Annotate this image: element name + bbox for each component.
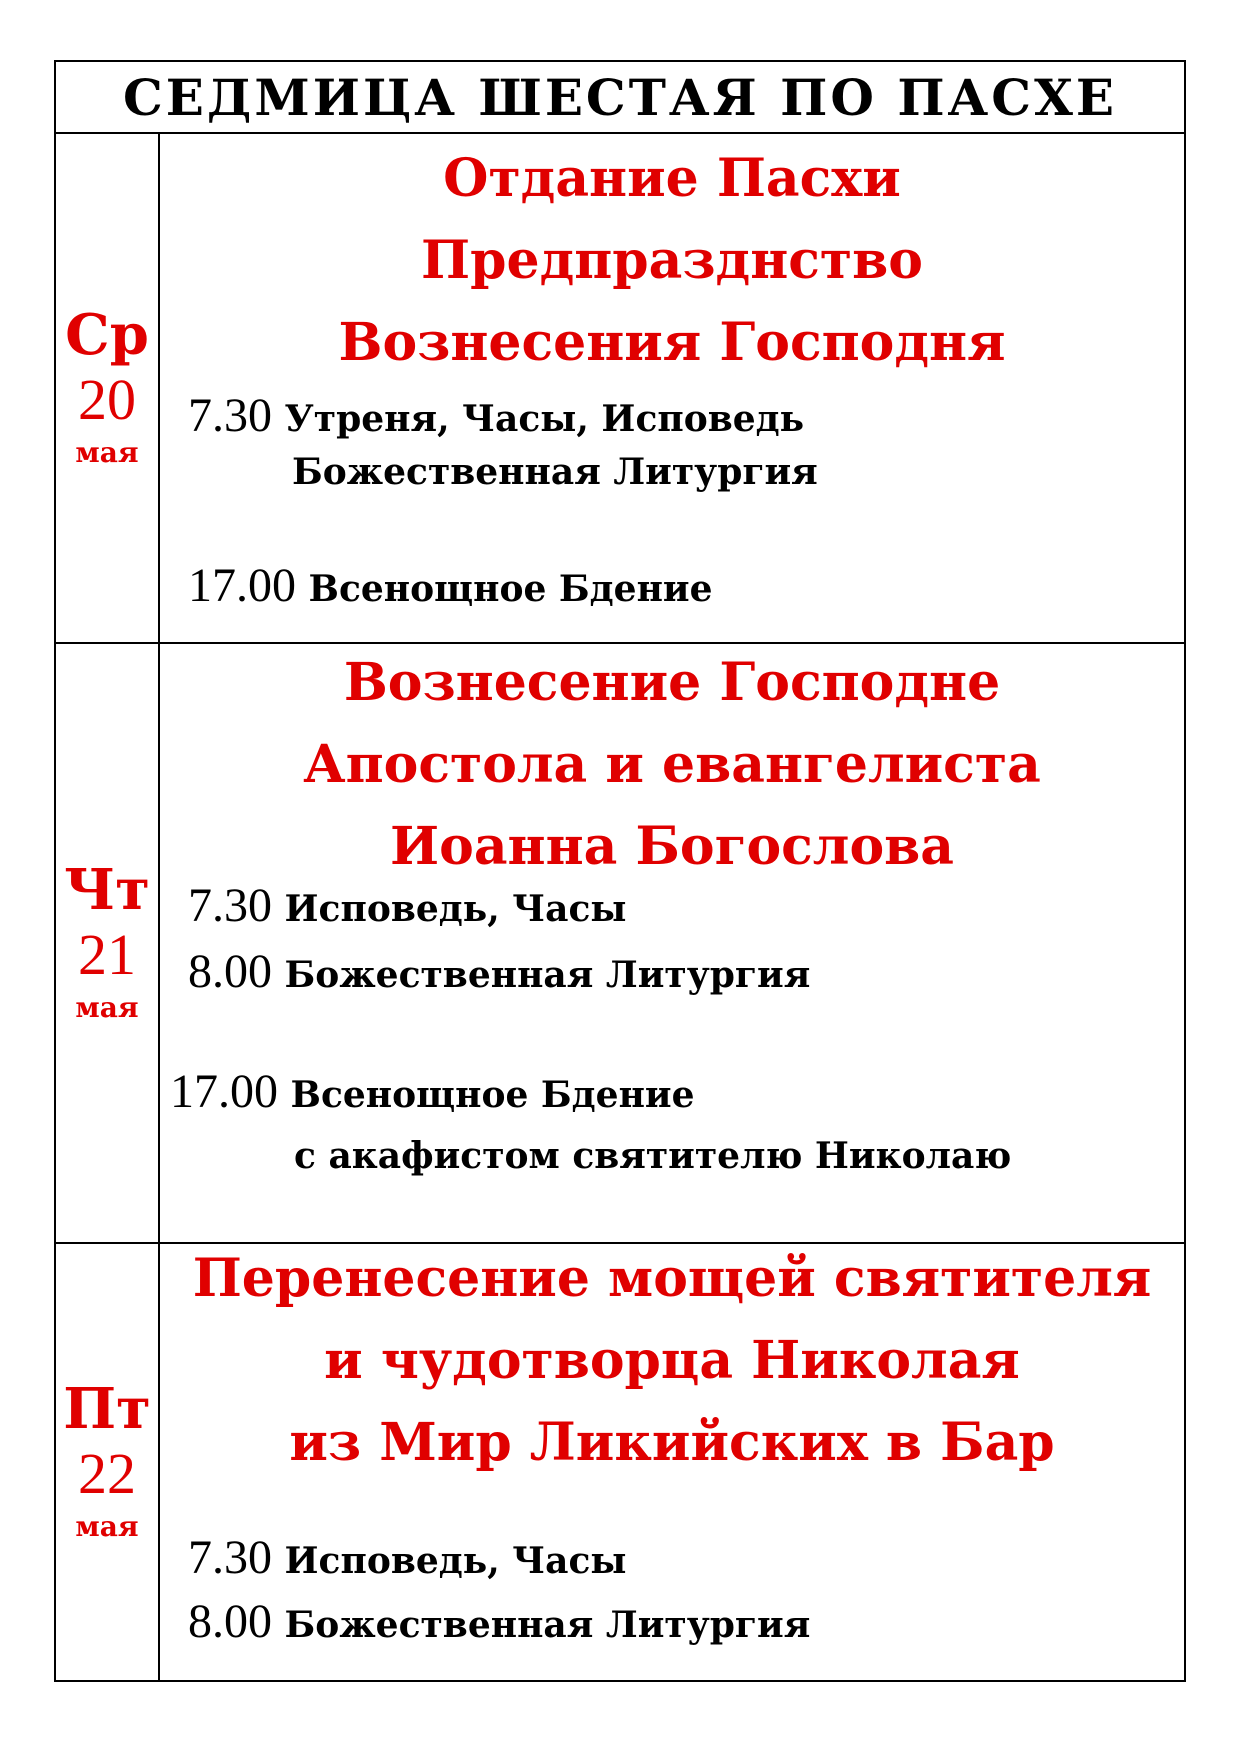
- service-line: [294, 1134, 1011, 1178]
- service-text: Исповедь, Часы: [284, 888, 627, 930]
- service-time: 7.30: [188, 389, 272, 442]
- service-line: [188, 559, 713, 612]
- day-label-cell: [56, 1244, 160, 1680]
- feast-line: Отдание Пасхи: [443, 148, 901, 209]
- service-text: Всенощное Бдение: [290, 1074, 695, 1116]
- service-time: 8.00: [188, 1595, 272, 1648]
- service-text: Исповедь, Часы: [284, 1540, 627, 1582]
- feast-line: Иоанна Богослова: [390, 816, 954, 877]
- service-time: 17.00: [170, 1065, 278, 1118]
- service-line: [292, 450, 818, 494]
- feast-title: [160, 138, 1184, 384]
- feast-line: Перенесение мощей святителя: [192, 1248, 1152, 1309]
- date-number: 21: [78, 922, 136, 987]
- service-line: [170, 1065, 695, 1118]
- date-number: 22: [78, 1441, 136, 1506]
- service-line: [188, 1595, 811, 1648]
- feast-line: Вознесение Господне: [343, 652, 1001, 713]
- service-text: Утреня, Часы, Исповедь: [284, 398, 805, 440]
- feast-line: Апостола и евангелиста: [303, 734, 1041, 795]
- day-row-friday: [56, 1244, 1184, 1680]
- month-label: мая: [75, 991, 139, 1024]
- service-text: Божественная Литургия: [292, 451, 818, 493]
- day-label-cell: [56, 134, 160, 642]
- title-row: [56, 62, 1184, 134]
- day-content-cell: [160, 134, 1184, 642]
- weekday-label: Пт: [63, 1376, 151, 1442]
- date-number: 20: [78, 367, 136, 432]
- day-content-cell: [160, 644, 1184, 1242]
- service-line: [188, 945, 811, 998]
- service-time: 7.30: [188, 1531, 272, 1584]
- day-content-cell: [160, 1244, 1184, 1680]
- feast-line: и чудотворца Николая: [324, 1330, 1020, 1391]
- day-row-wednesday: [56, 134, 1184, 644]
- month-label: мая: [75, 436, 139, 469]
- day-row-thursday: [56, 644, 1184, 1244]
- service-text: Всенощное Бдение: [308, 568, 713, 610]
- service-time: 8.00: [188, 945, 272, 998]
- weekday-label: Чт: [64, 857, 150, 923]
- feast-title: [160, 642, 1184, 888]
- schedule-table: [54, 60, 1186, 1682]
- service-line: [188, 879, 627, 932]
- service-line: [188, 1531, 627, 1584]
- service-line: [188, 389, 805, 442]
- day-label-cell: [56, 644, 160, 1242]
- weekday-label: Ср: [65, 302, 149, 368]
- feast-title: [160, 1238, 1184, 1484]
- service-time: 7.30: [188, 879, 272, 932]
- service-text: Божественная Литургия: [284, 954, 811, 996]
- page-title: СЕДМИЦА ШЕСТАЯ ПО ПАСХЕ: [123, 67, 1117, 127]
- feast-line: Предпразднство: [421, 230, 923, 291]
- feast-line: Вознесения Господня: [338, 312, 1006, 373]
- service-text: Божественная Литургия: [284, 1604, 811, 1646]
- month-label: мая: [75, 1510, 139, 1543]
- feast-line: из Мир Ликийских в Бар: [289, 1412, 1055, 1473]
- service-time: 17.00: [188, 559, 296, 612]
- service-text: с акафистом святителю Николаю: [294, 1135, 1012, 1177]
